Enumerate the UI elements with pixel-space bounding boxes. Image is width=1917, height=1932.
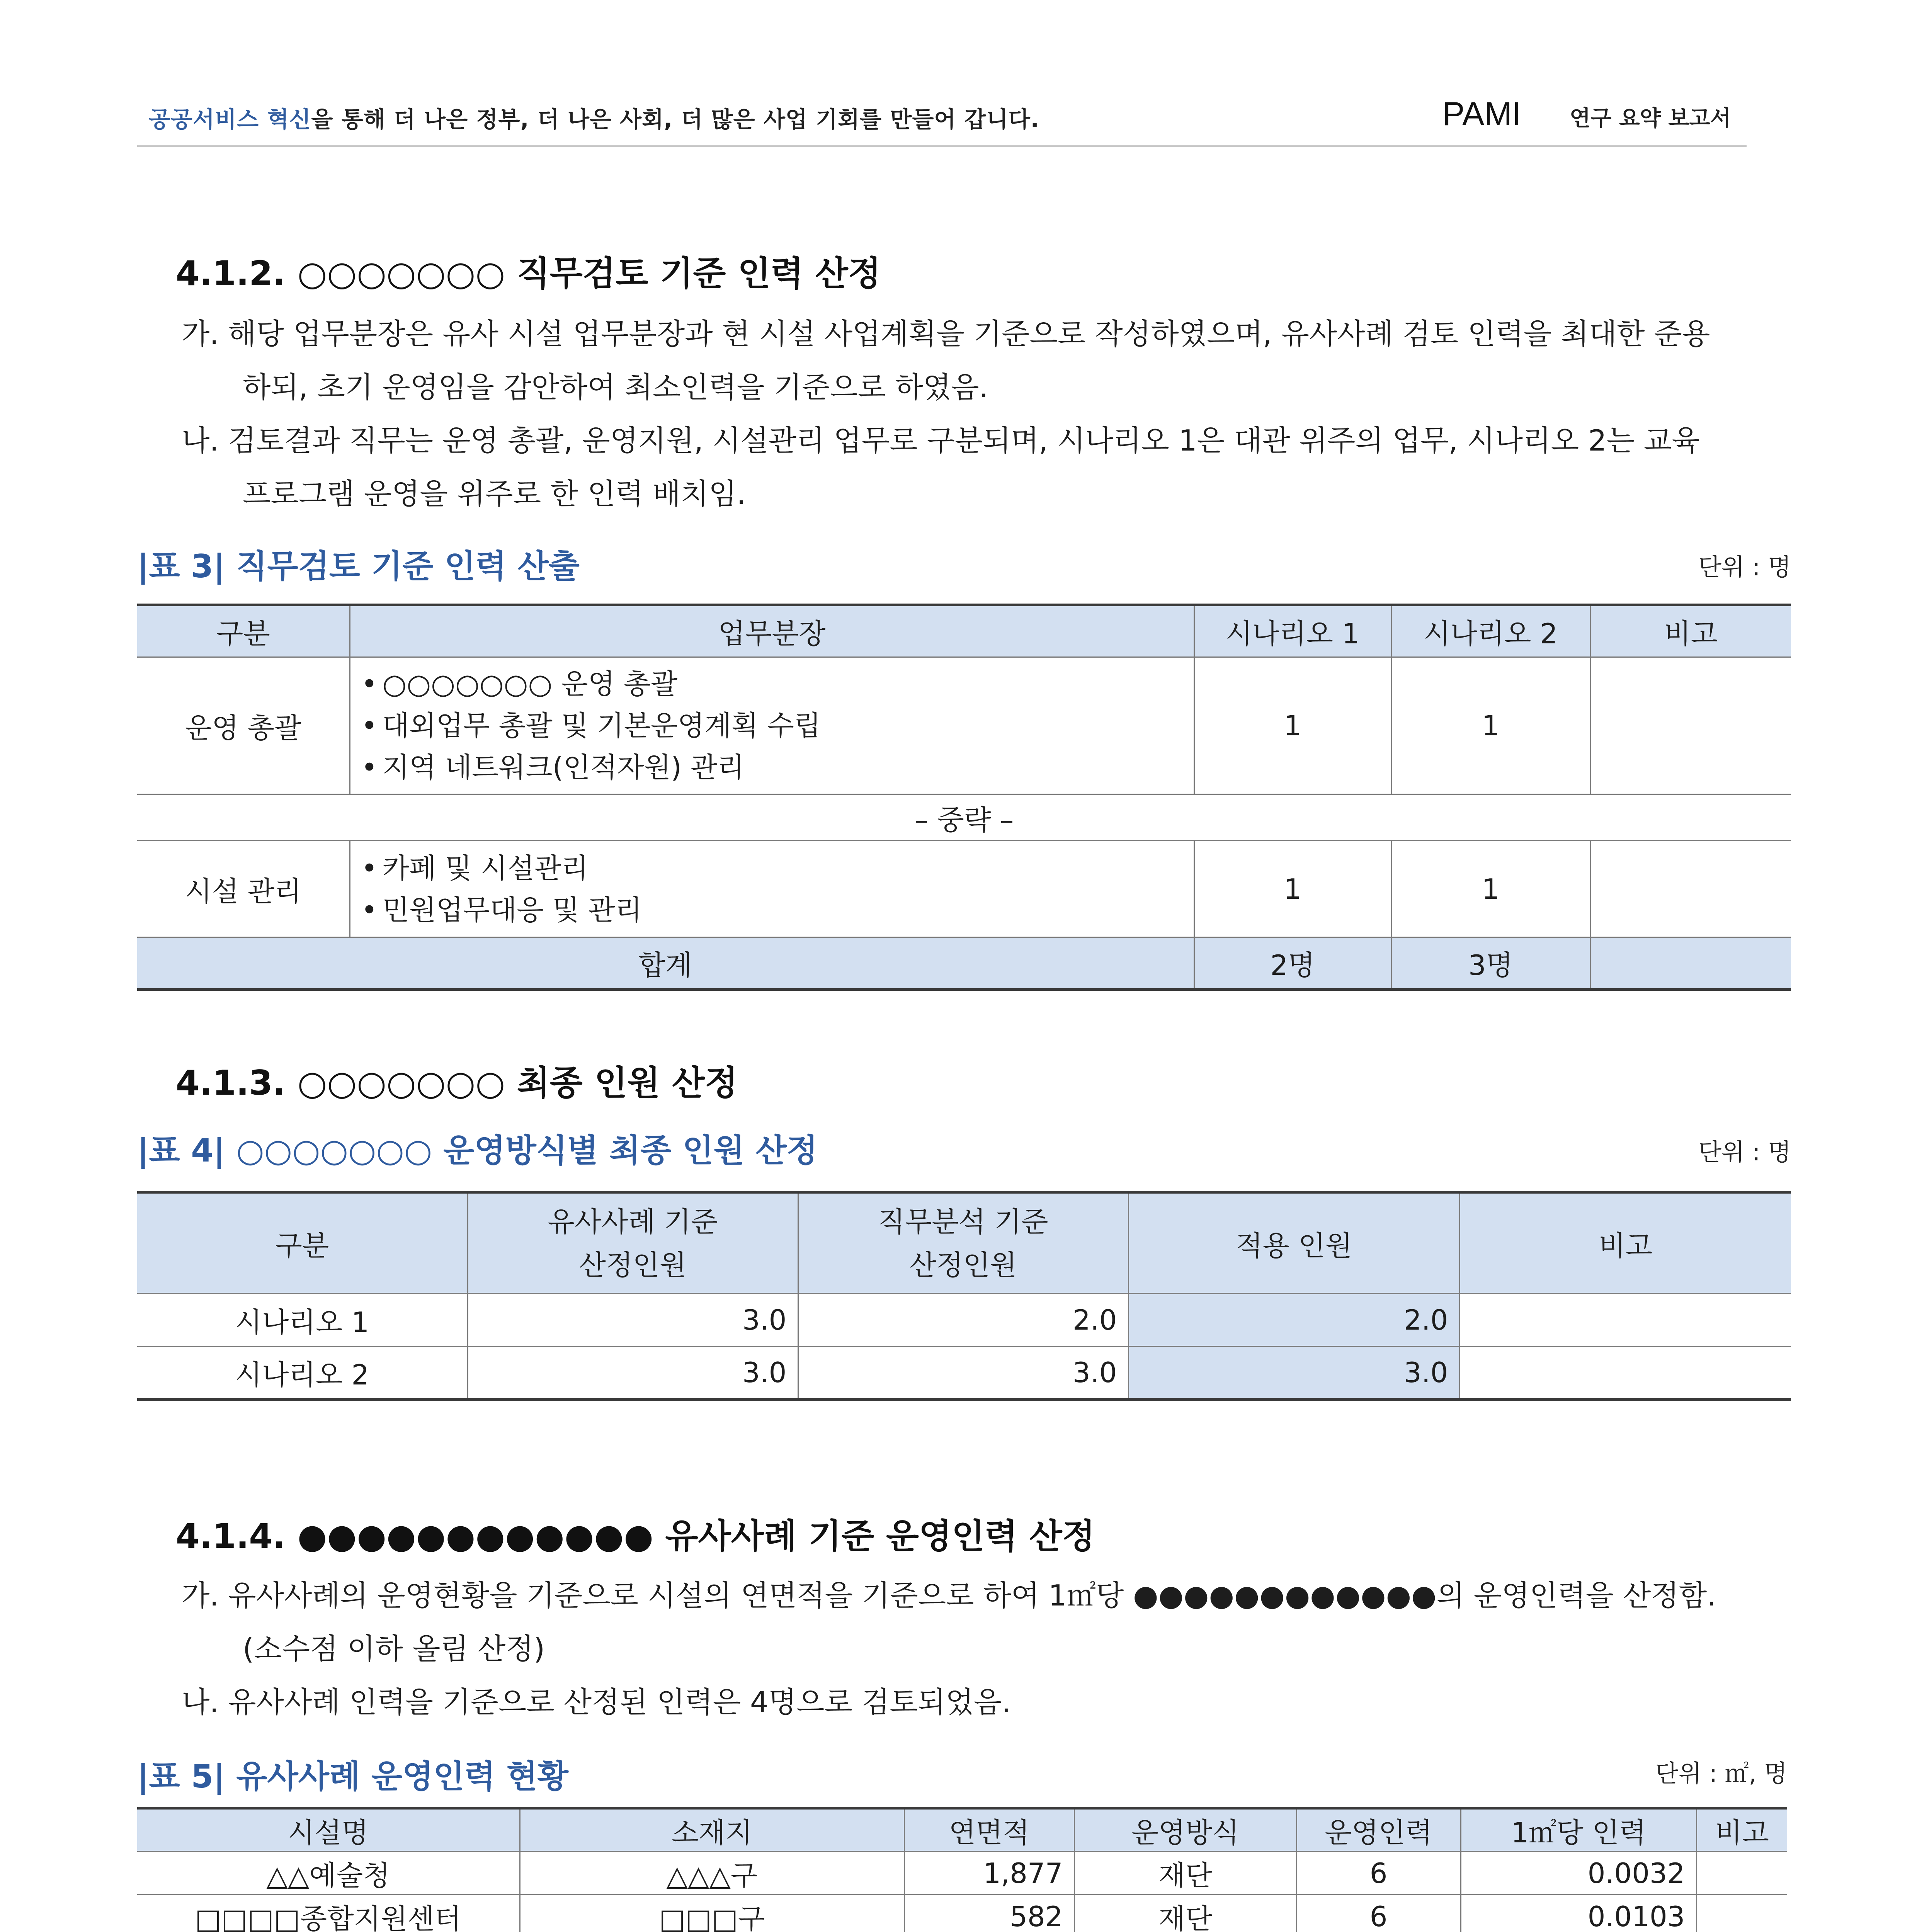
table5-header-note: 비고 xyxy=(1696,1808,1787,1852)
table3-duty-list xyxy=(361,847,1183,931)
table5-cell-location: □□□구 xyxy=(520,1895,904,1932)
table4-header-similar xyxy=(468,1192,798,1294)
section-4-1-4-para-a-line1: 가. 유사사례의 운영현황을 기준으로 시설의 연면적을 기준으로 하여 1㎡당 ●●●●●●●●●●●●의 운영인력을 산정함. xyxy=(182,1578,1716,1612)
section-4-1-2-para-b-line2: 프로그램 운영을 위주로 한 인력 배치임. xyxy=(243,477,746,511)
table5-cell-note xyxy=(1696,1895,1787,1932)
table5-cell-area: 582 xyxy=(904,1895,1074,1932)
table3-total-note xyxy=(1590,937,1791,990)
table3-cell-note xyxy=(1590,657,1791,794)
table3-duty-item: • ○○○○○○○ 운영 총괄 xyxy=(361,663,1183,705)
table3-duty-item: • 대외업무 총괄 및 기본운영계획 수립 xyxy=(361,705,1183,747)
table5-header-area: 연면적 xyxy=(904,1808,1074,1852)
header-doc-type: 연구 요약 보고서 xyxy=(1570,106,1731,131)
table3-cell-s2: 1 xyxy=(1391,657,1590,794)
table5-header-row xyxy=(137,1808,1787,1852)
table4-cell-duty: 3.0 xyxy=(798,1347,1128,1400)
table3-cell-category: 운영 총괄 xyxy=(137,657,350,794)
table5-header-name: 시설명 xyxy=(137,1808,520,1852)
table3-total-label: 합계 xyxy=(137,937,1194,990)
table3-row xyxy=(137,841,1791,937)
table4-header-similar-line2: 산정인원 xyxy=(579,1248,687,1281)
table5-cell-method: 재단 xyxy=(1074,1895,1296,1932)
table5-row xyxy=(137,1895,1787,1932)
table3-duty-item: • 지역 네트워크(인적자원) 관리 xyxy=(361,747,1183,788)
table5-cell-note xyxy=(1696,1852,1787,1895)
table4-header-category: 구분 xyxy=(137,1192,468,1294)
table4-header-row xyxy=(137,1192,1791,1294)
table4-header-duty-line2: 산정인원 xyxy=(909,1248,1017,1281)
table3-cell-s2: 1 xyxy=(1391,841,1590,937)
table4-cell-duty: 2.0 xyxy=(798,1294,1128,1347)
table5-cell-staff: 6 xyxy=(1296,1852,1461,1895)
section-4-1-2-title: 4.1.2. ○○○○○○○ 직무검토 기준 인력 산정 xyxy=(176,253,881,293)
table4-cell-similar: 3.0 xyxy=(468,1347,798,1400)
table4-cell-note xyxy=(1459,1347,1791,1400)
table3-duty-item: • 카페 및 시설관리 xyxy=(361,847,1183,889)
table3-cell-duties xyxy=(350,657,1194,794)
table3-cell-category: 시설 관리 xyxy=(137,841,350,937)
table4 xyxy=(137,1191,1791,1401)
table4-row xyxy=(137,1294,1791,1347)
table3-header-scenario2: 시나리오 2 xyxy=(1391,605,1590,657)
table5-cell-area: 1,877 xyxy=(904,1852,1074,1895)
table4-cell-applied: 2.0 xyxy=(1128,1294,1459,1347)
header-tagline-rest: 을 통해 더 나은 정부, 더 나은 사회, 더 많은 사업 기회를 만들어 갑니다. xyxy=(311,106,1039,133)
header-tagline-highlight: 공공서비스 혁신 xyxy=(149,106,311,133)
table5-header-location: 소재지 xyxy=(520,1808,904,1852)
table5-header-staff: 운영인력 xyxy=(1296,1808,1461,1852)
section-4-1-4-title: 4.1.4. ●●●●●●●●●●●● 유사사례 기준 운영인력 산정 xyxy=(176,1516,1095,1556)
table3-duty-list xyxy=(361,663,1183,788)
table3-header-scenario1: 시나리오 1 xyxy=(1194,605,1391,657)
table4-cell-similar: 3.0 xyxy=(468,1294,798,1347)
table3-header-row xyxy=(137,605,1791,657)
table3-omitted-row xyxy=(137,794,1791,841)
section-4-1-4-para-b-line1: 나. 유사사례 인력을 기준으로 산정된 인력은 4명으로 검토되었음. xyxy=(182,1685,1011,1719)
table5-cell-per-sqm: 0.0032 xyxy=(1461,1852,1696,1895)
section-4-1-4-para-a-line2: (소수점 이하 올림 산정) xyxy=(243,1632,545,1666)
table4-header-duty-line1: 직무분석 기준 xyxy=(878,1205,1048,1238)
table3-duty-item: • 민원업무대응 및 관리 xyxy=(361,889,1183,931)
table5-row xyxy=(137,1852,1787,1895)
table5-cell-per-sqm: 0.0103 xyxy=(1461,1895,1696,1932)
table5-header-method: 운영방식 xyxy=(1074,1808,1296,1852)
table3-row xyxy=(137,657,1791,794)
table3-total-row xyxy=(137,937,1791,990)
table3 xyxy=(137,604,1791,991)
table4-header-duty xyxy=(798,1192,1128,1294)
table4-cell-name: 시나리오 2 xyxy=(137,1347,468,1400)
section-4-1-2-para-a-line2: 하되, 초기 운영임을 감안하여 최소인력을 기준으로 하였음. xyxy=(243,370,988,404)
section-4-1-2-para-b-line1: 나. 검토결과 직무는 운영 총괄, 운영지원, 시설관리 업무로 구분되며, 시나리오 1은 대관 위주의 업무, 시나리오 2는 교육 xyxy=(182,423,1700,457)
table5-cell-name: △△예술청 xyxy=(137,1852,520,1895)
table4-unit: 단위 : 명 xyxy=(1698,1138,1791,1166)
section-4-1-2-para-a-line1: 가. 해당 업무분장은 유사 시설 업무분장과 현 시설 사업계획을 기준으로 작성하였으며, 유사사례 검토 인력을 최대한 준용 xyxy=(182,317,1710,351)
table3-cell-s1: 1 xyxy=(1194,841,1391,937)
table5-cell-name: □□□□종합지원센터 xyxy=(137,1895,520,1932)
table3-omitted-label: – 중략 – xyxy=(137,794,1791,841)
header-tagline xyxy=(149,101,1039,134)
table3-cell-s1: 1 xyxy=(1194,657,1391,794)
table3-header-category: 구분 xyxy=(137,605,350,657)
table5-cell-staff: 6 xyxy=(1296,1895,1461,1932)
table4-cell-name: 시나리오 1 xyxy=(137,1294,468,1347)
header-divider xyxy=(137,145,1747,147)
table5-cell-location: △△△구 xyxy=(520,1852,904,1895)
table5 xyxy=(137,1807,1787,1932)
table5-unit: 단위 : ㎡, 명 xyxy=(1655,1759,1787,1787)
table3-caption: |표 3| 직무검토 기준 인력 산출 xyxy=(137,548,580,585)
header-brand: PAMI xyxy=(1442,95,1521,133)
table4-cell-applied: 3.0 xyxy=(1128,1347,1459,1400)
table5-cell-method: 재단 xyxy=(1074,1852,1296,1895)
table3-cell-duties xyxy=(350,841,1194,937)
table4-row xyxy=(137,1347,1791,1400)
table3-total-s2: 3명 xyxy=(1391,937,1590,990)
table3-cell-note xyxy=(1590,841,1791,937)
table3-header-duty: 업무분장 xyxy=(350,605,1194,657)
table4-caption: |표 4| ○○○○○○○ 운영방식별 최종 인원 산정 xyxy=(137,1132,818,1169)
table4-header-similar-line1: 유사사례 기준 xyxy=(548,1205,718,1238)
section-4-1-3-title: 4.1.3. ○○○○○○○ 최종 인원 산정 xyxy=(176,1063,738,1103)
table4-cell-note xyxy=(1459,1294,1791,1347)
table3-total-s1: 2명 xyxy=(1194,937,1391,990)
table4-header-applied: 적용 인원 xyxy=(1128,1192,1459,1294)
table4-header-note: 비고 xyxy=(1459,1192,1791,1294)
table5-caption: |표 5| 유사사례 운영인력 현황 xyxy=(137,1758,568,1795)
table3-header-note: 비고 xyxy=(1590,605,1791,657)
table5-header-per-sqm: 1㎡당 인력 xyxy=(1461,1808,1696,1852)
table3-unit: 단위 : 명 xyxy=(1698,553,1791,581)
